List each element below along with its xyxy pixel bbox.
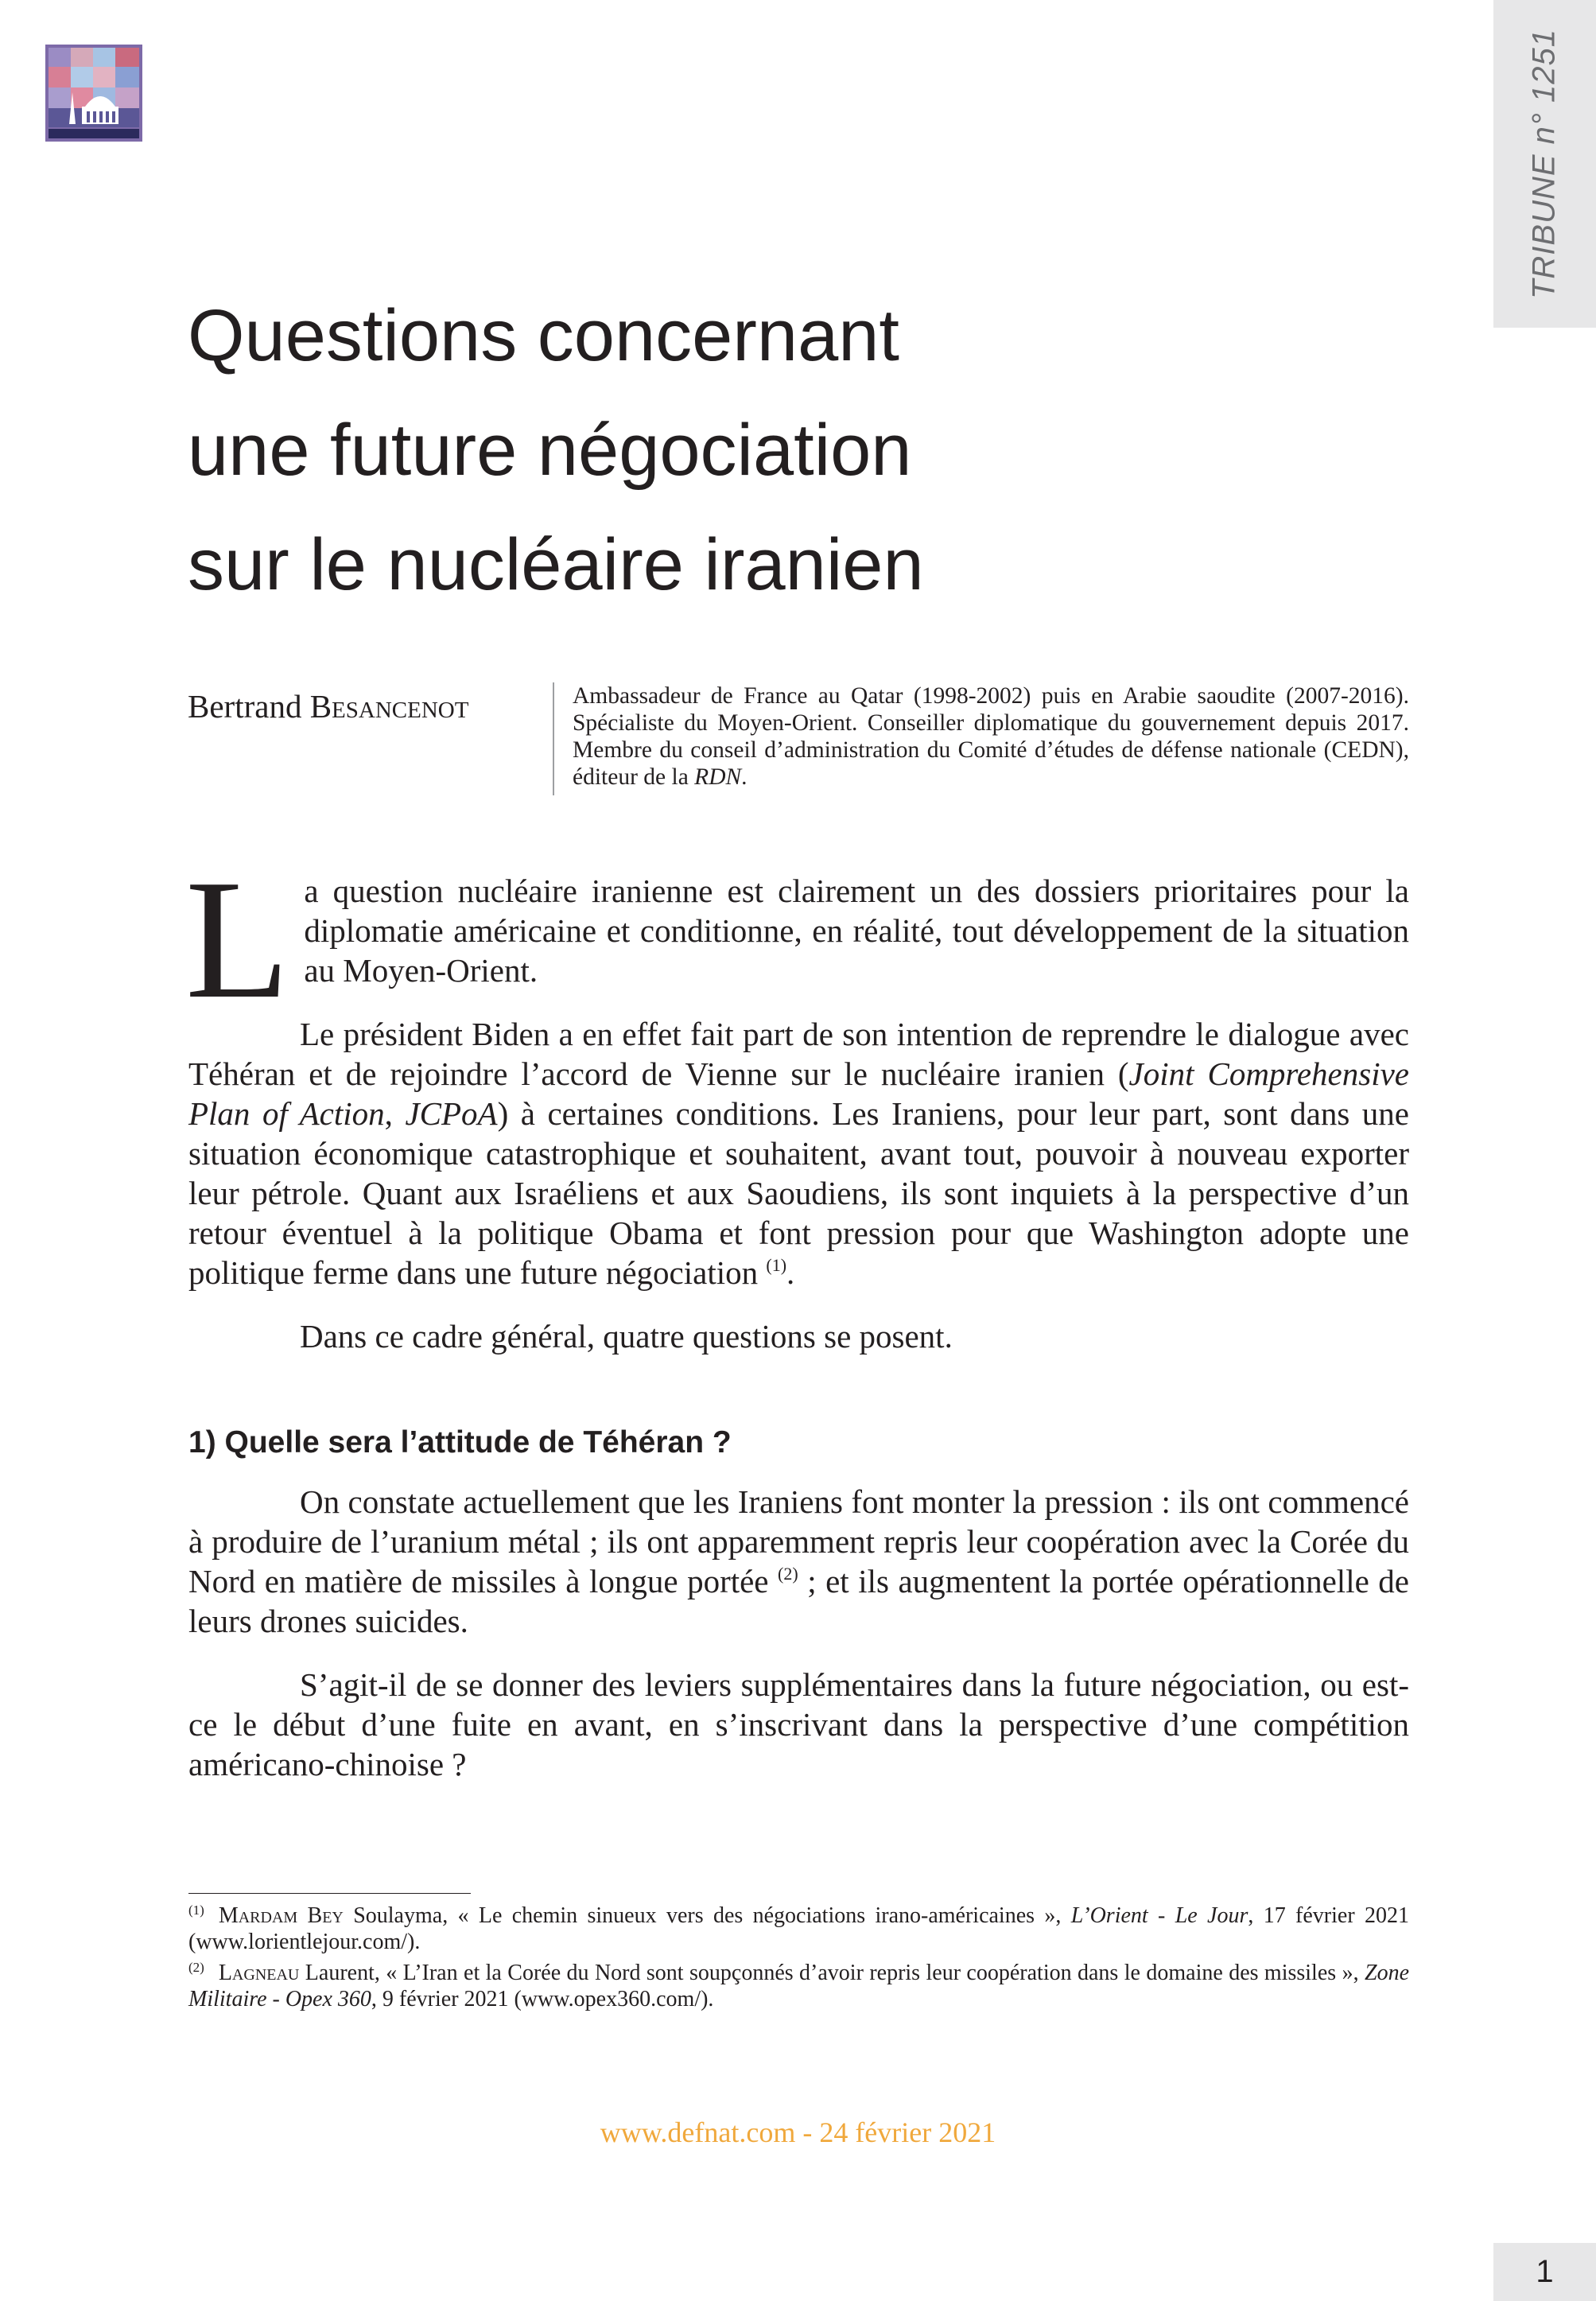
author-name xyxy=(188,687,468,725)
footnotes xyxy=(188,1903,1409,2017)
footnote-source: L’Orient - Le Jour xyxy=(1070,1903,1248,1928)
page-number: 1 xyxy=(1493,2243,1596,2301)
title-line-3: sur le nucléaire iranien xyxy=(188,524,924,605)
paragraph-2-text-a: Le président Biden a en effet fait part de son intention de reprendre le dialogue avec Téhéran et de rejoindre l’accord de Vienne sur le nucléaire iranien ( xyxy=(188,1016,1409,1092)
footnote-rule xyxy=(188,1893,471,1894)
paragraph-2-end: . xyxy=(786,1254,795,1291)
footnote-2 xyxy=(188,1960,1409,2012)
article-title xyxy=(188,278,1380,622)
footer-site-date[interactable]: www.defnat.com - 24 février 2021 xyxy=(600,2116,996,2148)
author-bio xyxy=(573,682,1409,791)
footnote-text: Soulayma, « Le chemin sinueux vers des négociations irano-américaines », xyxy=(343,1903,1071,1928)
tribune-tab xyxy=(1493,0,1596,328)
paragraph-1 xyxy=(185,844,1409,1034)
paragraph-2 xyxy=(188,1014,1409,1292)
footnote-author: Mardam Bey xyxy=(218,1903,344,1928)
footnote-number: (2) xyxy=(188,1960,204,1975)
publication-logo xyxy=(45,45,142,142)
paragraph-1-text: a question nucléaire iranienne est clairement un des dossiers prioritaires pour la diplomatie américaine et conditionne, en réalité, tout développement de la situation au Moyen-Orient. xyxy=(304,873,1409,989)
footnote-source: Zone Militaire - Opex 360 xyxy=(188,1961,1409,2011)
author-bio-text: Ambassadeur de France au Qatar (1998-2002) puis en Arabie saoudite (2007-2016). Spécialiste du Moyen-Orient. Conseiller diplomatique du gouvernement depuis 2017. Membre du conseil d’administration du Comité d’études de défense nationale (CEDN), éditeur de la xyxy=(573,683,1409,790)
author-bio-end: . xyxy=(741,764,748,790)
footnote-text: Laurent, « L’Iran et la Corée du Nord sont soupçonnés d’avoir repris leur coopération dans le domaine des missiles », xyxy=(299,1961,1365,1985)
paragraph-2-text-b: , xyxy=(384,1095,406,1132)
drop-cap: L xyxy=(185,844,290,1034)
footnote-ref-1[interactable]: (1) xyxy=(766,1255,787,1275)
paragraph-3: Dans ce cadre général, quatre questions se posent. xyxy=(300,1318,953,1355)
paragraph-5: S’agit-il de se donner des leviers supplémentaires dans la future négociation, ou est-ce le début d’une fuite en avant, en s’inscrivant dans la perspective d’une compétition américano-chinoise ? xyxy=(188,1666,1409,1782)
paragraph-2-em-2: JCPoA xyxy=(405,1095,498,1132)
paragraph-4-text-b: ; et ils augmentent la portée opérationnelle de leurs drones suicides. xyxy=(188,1563,1409,1639)
author-first-name: Bertrand xyxy=(188,688,302,725)
footnote-author: Lagneau xyxy=(218,1961,300,1985)
section-heading-1: 1) Quelle sera l’attitude de Téhéran ? xyxy=(188,1425,732,1460)
footnote-number: (1) xyxy=(188,1903,204,1918)
paragraph-4-text-a: On constate actuellement que les Iraniens font monter la pression : ils ont commencé à produire de l’uranium métal ; ils ont apparemment repris leur coopération avec la Corée du Nord en matière de missiles à longue portée xyxy=(188,1483,1409,1599)
footnote-date-link: , 17 février 2021 (www.lorientlejour.com/). xyxy=(188,1903,1409,1954)
paragraph-2-text-c: ) à certaines conditions. Les Iraniens, pour leur part, sont dans une situation économique catastrophique et souhaitent, avant tout, pouvoir à nouveau exporter leur pétrole. Quant aux Israéliens et aux Saoudiens, ils sont inquiets à la perspective d’un retour éventuel à la politique Obama et font pression pour que Washington adopte une politique ferme dans une future négociation xyxy=(188,1095,1409,1291)
author-last-name: Besancenot xyxy=(309,688,469,725)
author-bio-publication: RDN xyxy=(694,764,742,790)
paragraph-2-em-1: Joint Comprehensive Plan of Action xyxy=(188,1055,1409,1132)
tribune-number: TRIBUNE n° 1251 xyxy=(1526,28,1562,300)
title-line-1: Questions concernant xyxy=(188,295,899,376)
paragraph-4 xyxy=(188,1482,1409,1641)
title-line-2: une future négociation xyxy=(188,410,912,491)
footnote-date-link: , 9 février 2021 (www.opex360.com/). xyxy=(371,1987,714,2011)
defnat-logo-icon xyxy=(45,45,142,142)
author-divider xyxy=(553,682,554,795)
footnote-ref-2[interactable]: (2) xyxy=(778,1564,798,1584)
article-body xyxy=(185,844,1409,1808)
footnote-1 xyxy=(188,1903,1409,1955)
